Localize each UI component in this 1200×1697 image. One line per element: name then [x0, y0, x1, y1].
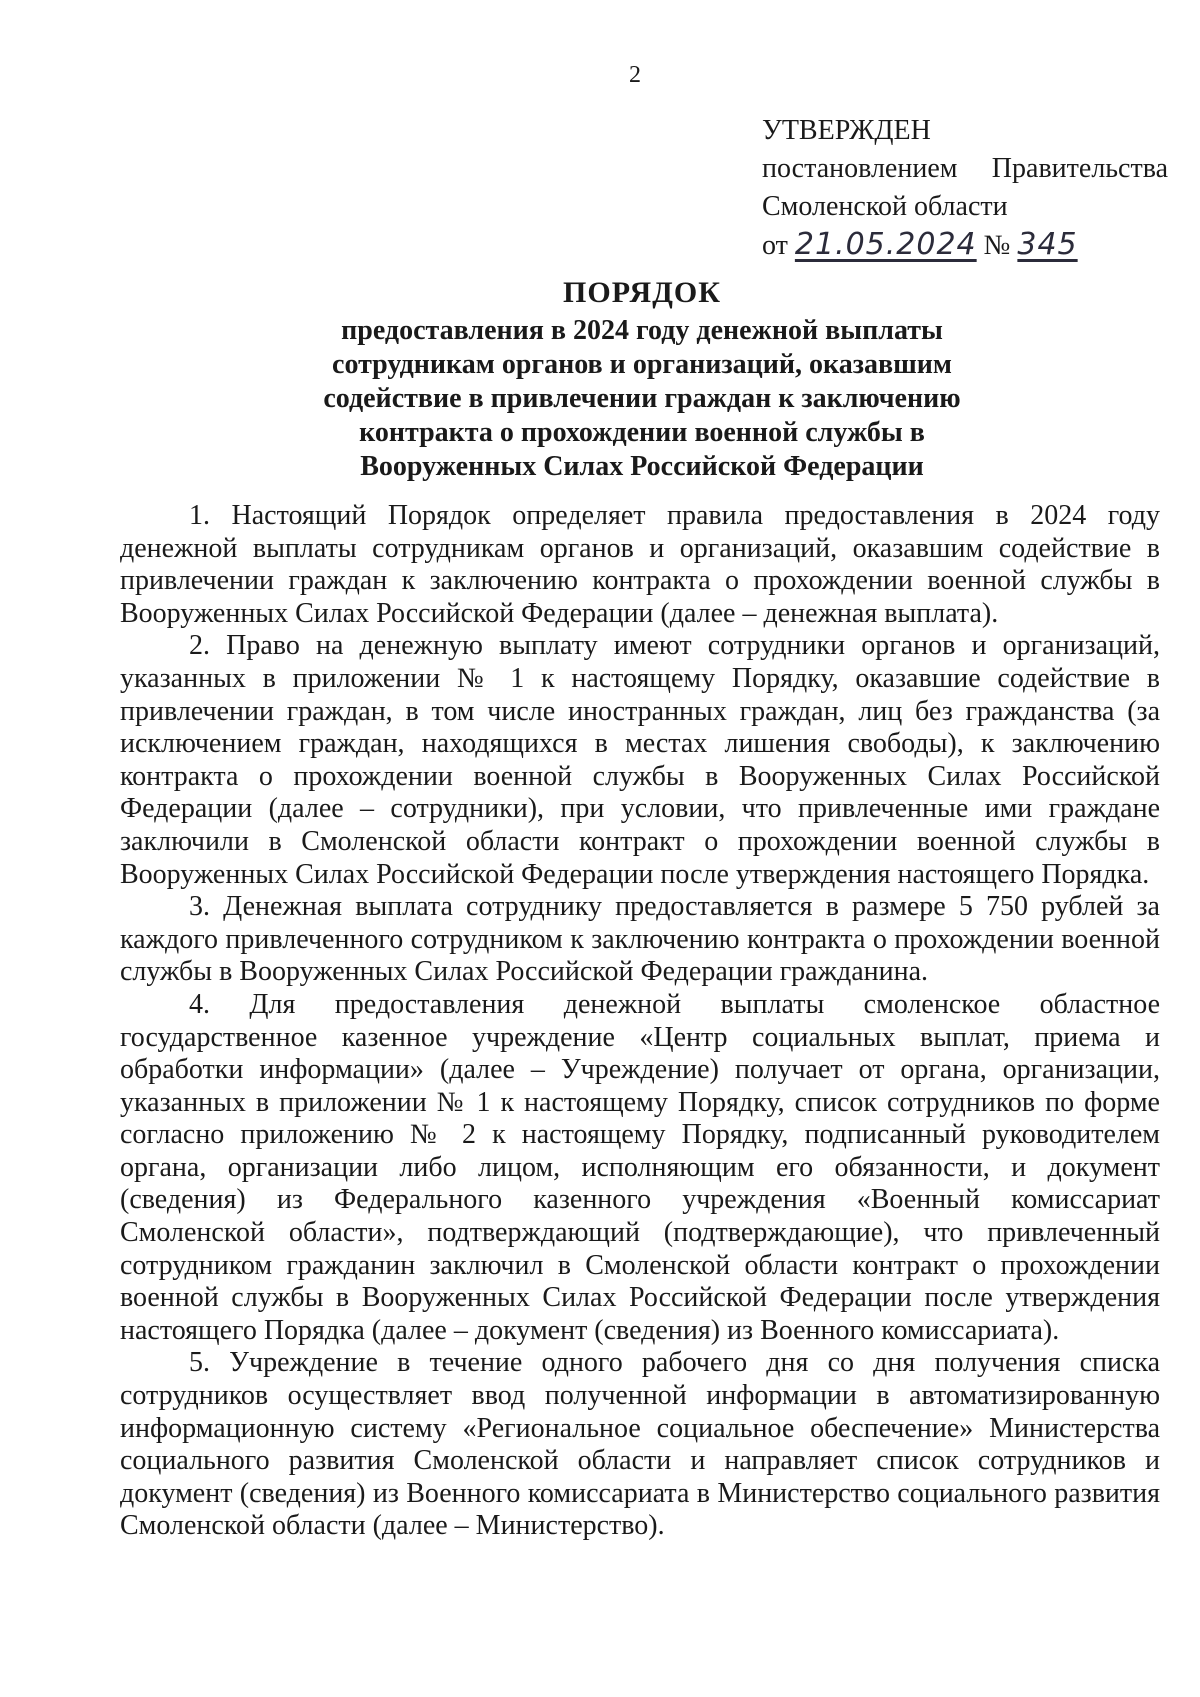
paragraph-2: 2. Право на денежную выплату имеют сотрудники органов и организаций, указанных в приложении № 1 к настоящему Порядку, оказавшие содействие в привлечении граждан, в том числе иностранных граждан, лиц без гражданства (за исключением граждан, находящихся в местах лишения свободы), к заключению контракта о прохождении военной службы в Вооруженных Силах Российской Федерации (далее – сотрудники), при условии, что привлеченные ими граждане заключили в Смоленской области контракт о прохождении военной службы в Вооруженных Силах Российской Федерации после утверждения настоящего Порядка. [120, 630, 1160, 890]
approval-government-word: Правительства [991, 153, 1168, 184]
date-prefix: от [762, 230, 788, 261]
paragraph-3: 3. Денежная выплата сотруднику предоставляется в размере 5 750 рублей за каждого привлеченного сотрудником к заключению контракта о прохождении военной службы в Вооруженных Силах Российской Федерации гражданина. [120, 891, 1160, 988]
document-title: ПОРЯДОК [563, 276, 721, 309]
approval-resolution-word: постановлением [762, 153, 958, 184]
approval-block [762, 112, 1168, 265]
paragraph-5: 5. Учреждение в течение одного рабочего дня со дня получения списка сотрудников осуществляет ввод полученной информации в автоматизированную информационную систему «Региональное социальное обеспечение» Министерства социального развития Смоленской области и направляет список сотрудников и документ (сведения) из Военного комиссариата в Министерство социального развития Смоленской области (далее – Министерство). [120, 1347, 1160, 1542]
document-subtitle-line: сотрудникам органов и организаций, оказавшим [332, 349, 952, 380]
document-subtitle-line: контракта о прохождении военной службы в [359, 417, 925, 448]
approval-region: Смоленской области [762, 191, 1008, 222]
paragraph-4: 4. Для предоставления денежной выплаты смоленское областное государственное казенное учреждение «Центр социальных выплат, приема и обработки информации» (далее – Учреждение) получает от органа, организации, указанных в приложении № 1 к настоящему Порядку, список сотрудников по форме согласно приложению № 2 к настоящему Порядку, подписанный руководителем органа, организации либо лицом, исполняющим его обязанности, и документ (сведения) из Федерального казенного учреждения «Военный комиссариат Смоленской области», подтверждающий (подтверждающие), что привлеченный сотрудником гражданин заключил в Смоленской области контракт о прохождении военной службы в Вооруженных Силах Российской Федерации после утверждения настоящего Порядка (далее – документ (сведения) из Военного комиссариата). [120, 988, 1160, 1346]
approval-resolution-line [762, 150, 1168, 188]
approval-date-number-line [762, 226, 1168, 265]
handwritten-date: 21.05.2024 [794, 227, 977, 262]
document-subtitle-line: предоставления в 2024 году денежной выплаты [341, 315, 943, 346]
page-number: 2 [629, 62, 641, 88]
document-subtitle-line: содействие в привлечении граждан к заключению [323, 383, 961, 414]
document-body [120, 500, 1160, 1543]
handwritten-number: 345 [1017, 227, 1078, 262]
document-subtitle-line: Вооруженных Силах Российской Федерации [360, 451, 924, 482]
document-title-block [0, 272, 1200, 484]
approval-status: УТВЕРЖДЕН [762, 115, 931, 146]
number-prefix: № [983, 230, 1011, 261]
paragraph-1: 1. Настоящий Порядок определяет правила предоставления в 2024 году денежной выплаты сотрудникам органов и организаций, оказавшим содействие в привлечении граждан к заключению контракта о прохождении военной службы в Вооруженных Силах Российской Федерации (далее – денежная выплата). [120, 500, 1160, 629]
